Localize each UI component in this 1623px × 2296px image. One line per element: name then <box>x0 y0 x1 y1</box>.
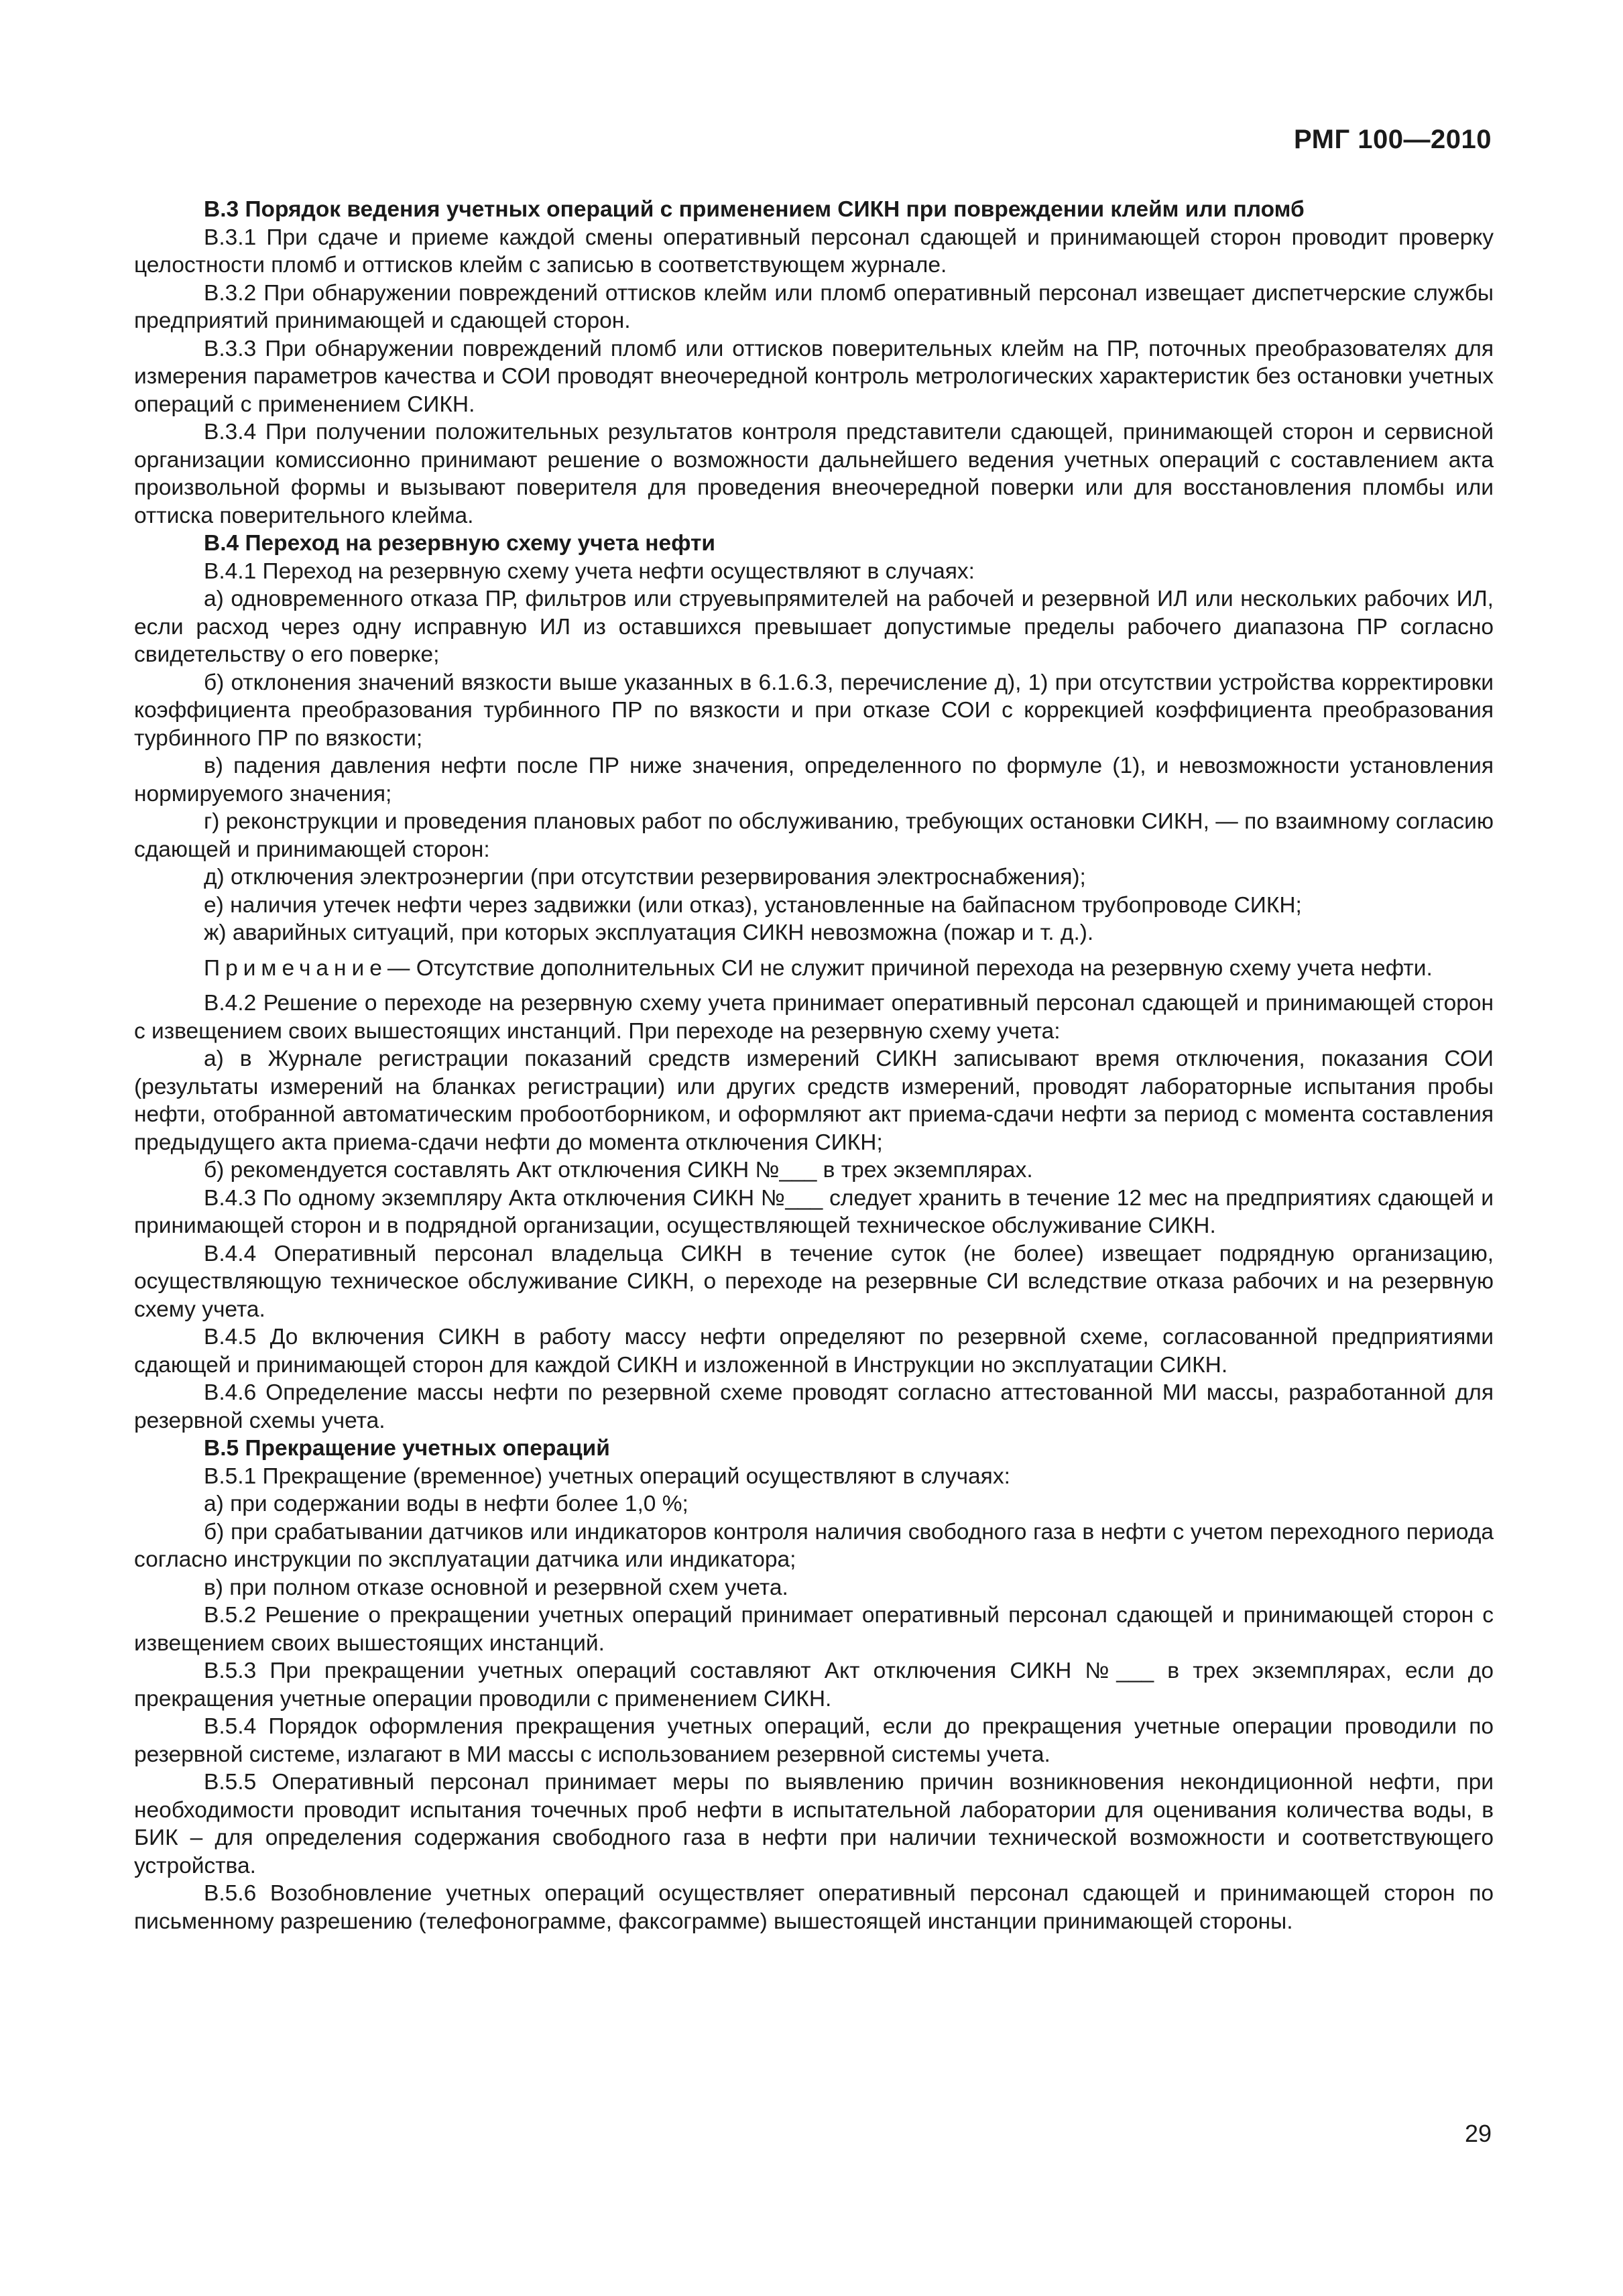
list-item-b4-1-a: а) одновременного отказа ПР, фильтров или струевыпрямителей на рабочей и резервной ИЛ или нескольких рабочих ИЛ, если расход через одну исправную ИЛ из оставшихся превышает допустимые пределы рабочего диапазона ПР согласно свидетельству о его поверке; <box>134 587 1494 667</box>
paragraph-b5-2: В.5.2 Решение о прекращении учетных операций принимает оперативный персонал сдающей и принимающей сторон с извещением своих вышестоящих инстанций. <box>134 1603 1494 1656</box>
paragraph-b4-2: В.4.2 Решение о переходе на резервную схему учета принимает оперативный персонал сдающей и принимающей сторон с извещением своих вышестоящих инстанций. При переходе на резервную схему учета: <box>134 991 1494 1044</box>
paragraph-b3-2: В.3.2 При обнаружении повреждений оттисков клейм или пломб оперативный персонал извещает диспетчерские службы предприятий принимающей и сдающей сторон. <box>134 280 1494 333</box>
list-item-b4-2-a: а) в Журнале регистрации показаний средств измерений СИКН записывают время отключения, показания СОИ (результаты измерений на бланках регистрации) или других средств измерений, проводят лабораторные испытания пробы нефти, отобранной автоматическим пробоотборником, и оформляют акт приема-сдачи нефти за период с момента составления предыдущего акта приема-сдачи нефти до момента отключения СИКН; <box>134 1046 1494 1155</box>
paragraph-b4-1: В.4.1 Переход на резервную схему учета нефти осуществляют в случаях: <box>204 558 975 584</box>
paragraph-b3-3: В.3.3 При обнаружении повреждений пломб или оттисков поверительных клейм на ПР, поточных преобразователях для измерения параметров качества и СОИ проводят внеочередной контроль метрологических характеристик без остановки учетных операций с применением СИКН. <box>134 336 1494 417</box>
section-heading-b3: В.3 Порядок ведения учетных операций с применением СИКН при повреждении клейм или пломб <box>204 197 1305 222</box>
list-item-b5-1-a: а) при содержании воды в нефти более 1,0 %; <box>204 1492 688 1516</box>
list-item-b4-2-b: б) рекомендуется составлять Акт отключения СИКН №___ в трех экземплярах. <box>204 1158 1033 1183</box>
note-paragraph <box>134 955 1494 983</box>
document-code-header: РМГ 100—2010 <box>1294 125 1492 154</box>
paragraph-b5-5: В.5.5 Оперативный персонал принимает меры по выявлению причин возникновения некондиционной нефти, при необходимости проводит испытания точечных проб нефти в испытательной лаборатории для оценивания количества воды, в БИК – для определения содержания свободного газа в нефти при наличии технической возможности и соответствующего устройства. <box>134 1770 1494 1878</box>
note-label: Примечание <box>204 955 387 981</box>
list-item-b5-1-v: в) при полном отказе основной и резервной схем учета. <box>204 1575 788 1600</box>
paragraph-b4-4: В.4.4 Оперативный персонал владельца СИКН в течение суток (не более) извещает подрядную организацию, осуществляющую техническое обслуживание СИКН, о переходе на резервные СИ вследствие отказа рабочих и на резервную схему учета. <box>134 1241 1494 1322</box>
paragraph-b3-4: В.3.4 При получении положительных результатов контроля представители сдающей, принимающей сторон и сервисной организации комиссионно принимают решение о возможности дальнейшего ведения учетных операций с составлением акта произвольной формы и вызывают поверителя для проведения внеочередной поверки или для восстановления пломбы или оттиска поверительного клейма. <box>134 420 1494 528</box>
note-text: — Отсутствие дополнительных СИ не служит причиной перехода на резервную схему учета нефти. <box>387 955 1433 981</box>
paragraph-b5-4: В.5.4 Порядок оформления прекращения учетных операций, если до прекращения учетные операции проводили по резервной системе, излагают в МИ массы с использованием резервной системы учета. <box>134 1714 1494 1767</box>
section-heading-b5: В.5 Прекращение учетных операций <box>204 1436 610 1461</box>
page-number: 29 <box>1464 2120 1492 2147</box>
list-item-b4-1-b: б) отклонения значений вязкости выше указанных в 6.1.6.3, перечисление д), 1) при отсутствии устройства корректировки коэффициента преобразования турбинного ПР по вязкости и при отказе СОИ с коррекцией коэффициента преобразования турбинного ПР по вязкости; <box>134 670 1494 751</box>
paragraph-b5-1: В.5.1 Прекращение (временное) учетных операций осуществляют в случаях: <box>204 1463 1010 1489</box>
list-item-b4-1-v: в) падения давления нефти после ПР ниже значения, определенного по формуле (1), и невозможности установления нормируемого значения; <box>134 753 1494 806</box>
list-item-b4-1-zh: ж) аварийных ситуаций, при которых эксплуатация СИКН невозможна (пожар и т. д.). <box>204 920 1094 945</box>
list-item-b5-1-b: б) при срабатывании датчиков или индикаторов контроля наличия свободного газа в нефти с учетом переходного периода согласно инструкции по эксплуатации датчика или индикатора; <box>134 1519 1494 1572</box>
section-heading-b4: В.4 Переход на резервную схему учета нефти <box>204 531 715 556</box>
paragraph-b5-6: В.5.6 Возобновление учетных операций осуществляет оперативный персонал сдающей и принимающей сторон по письменному разрешению (телефонограмме, факсограмме) вышестоящей инстанции принимающей стороны. <box>134 1881 1494 1934</box>
paragraph-b5-3: В.5.3 При прекращении учетных операций составляют Акт отключения СИКН №___ в трех экземплярах, если до прекращения учетные операции проводили с применением СИКН. <box>134 1658 1494 1711</box>
paragraph-b4-3: В.4.3 По одному экземпляру Акта отключения СИКН №___ следует хранить в течение 12 мес на предприятиях сдающей и принимающей сторон и в подрядной организации, осуществляющей техническое обслуживание СИКН. <box>134 1185 1494 1238</box>
list-item-b4-1-e: е) наличия утечек нефти через задвижки (или отказ), установленные на байпасном трубопроводе СИКН; <box>204 892 1302 918</box>
paragraph-b4-6: В.4.6 Определение массы нефти по резервной схеме проводят согласно аттестованной МИ массы, разработанной для резервной схемы учета. <box>134 1380 1494 1433</box>
list-item-b4-1-g: г) реконструкции и проведения плановых работ по обслуживанию, требующих остановки СИКН, — по взаимному согласию сдающей и принимающей сторон: <box>134 809 1494 862</box>
list-item-b4-1-d: д) отключения электроэнергии (при отсутствии резервирования электроснабжения); <box>204 865 1086 890</box>
document-body <box>134 196 1494 1935</box>
paragraph-b4-5: В.4.5 До включения СИКН в работу массу нефти определяют по резервной схеме, согласованной предприятиями сдающей и принимающей сторон для каждой СИКН и изложенной в Инструкции но эксплуатации СИКН. <box>134 1325 1494 1378</box>
paragraph-b3-1: В.3.1 При сдаче и приеме каждой смены оперативный персонал сдающей и принимающей сторон проводит проверку целостности пломб и оттисков клейм с записью в соответствующем журнале. <box>134 225 1494 278</box>
